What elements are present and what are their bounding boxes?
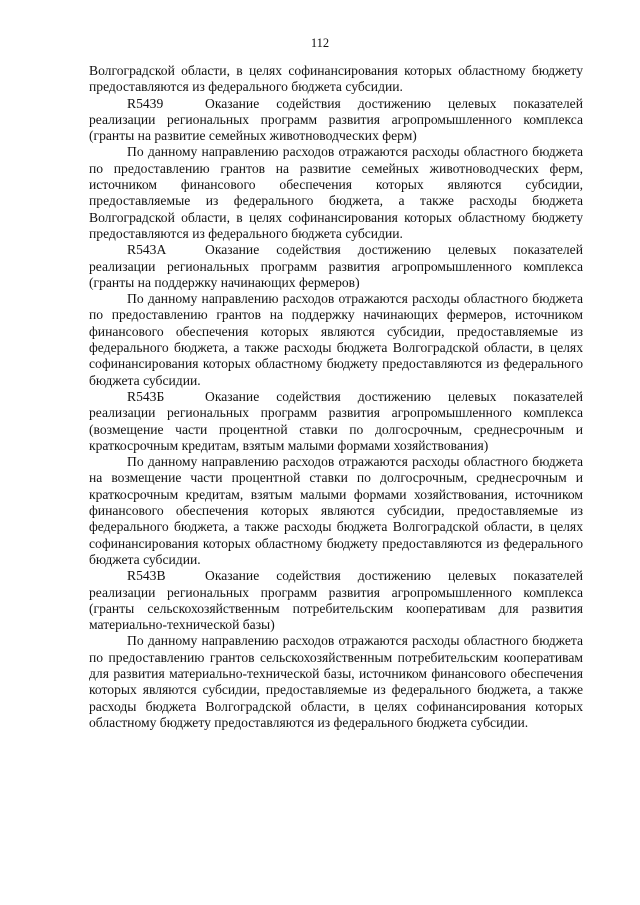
expense-code: R5439: [127, 95, 164, 111]
expense-code-title: Оказание содействия достижению целевых показателей реализации региональных программ развития агропромышленного комплекса (гранты на развитие семейных животноводческих ферм): [89, 95, 583, 144]
expense-code-entry-r543v: [89, 568, 583, 633]
expense-code-title: Оказание содействия достижению целевых показателей реализации региональных программ развития агропромышленного комплекса (гранты сельскохозяйственным потребительским кооперативам для развития материально-технической базы): [89, 568, 583, 633]
page-number: 112: [310, 36, 330, 50]
paragraph-continuation: Волгоградской области, в целях софинансирования которых областному бюджету предоставляются из федерального бюджета субсидии.: [89, 63, 583, 95]
paragraph-description: По данному направлению расходов отражаются расходы областного бюджета по предоставлению грантов на развитие семейных животноводческих ферм, источником финансового обеспечения которых являются субсидии, предоставляемые из федерального бюджета, а также расходы бюджета Волгоградской области, в целях софинансирования которых областному бюджету предоставляются из федерального бюджета субсидии.: [89, 144, 583, 241]
expense-code-entry-r543a: [89, 242, 583, 291]
expense-code: R543А: [127, 242, 167, 258]
document-body: [89, 63, 583, 731]
expense-code: R543Б: [127, 388, 165, 404]
expense-code: R543В: [127, 568, 166, 584]
paragraph-description: По данному направлению расходов отражаются расходы областного бюджета по предоставлению грантов сельскохозяйственным потребительским кооперативам для развития материально-технической базы, источником финансового обеспечения которых являются субсидии, предоставляемые из федерального бюджета, а также расходы бюджета Волгоградской области, в целях софинансирования которых областному бюджету предоставляются из федерального бюджета субсидии.: [89, 633, 583, 730]
expense-code-entry-r5439: [89, 96, 583, 145]
expense-code-title: Оказание содействия достижению целевых показателей реализации региональных программ развития агропромышленного комплекса (гранты на поддержку начинающих фермеров): [89, 242, 583, 290]
expense-code-title: Оказание содействия достижению целевых показателей реализации региональных программ развития агропромышленного комплекса (возмещение части процентной ставки по долгосрочным, среднесрочным и краткосрочным кредитам, взятым малыми формами хозяйствования): [89, 388, 583, 453]
paragraph-description: По данному направлению расходов отражаются расходы областного бюджета по предоставлению грантов на поддержку начинающих фермеров, источником финансового обеспечения которых являются субсидии, предоставляемые из федерального бюджета, а также расходы бюджета Волгоградской области, в целях софинансирования которых областному бюджету предоставляются из федерального бюджета субсидии.: [89, 291, 583, 388]
expense-code-entry-r543b: [89, 389, 583, 454]
paragraph-description: По данному направлению расходов отражаются расходы областного бюджета на возмещение части процентной ставки по долгосрочным, среднесрочным и краткосрочным кредитам, взятым малыми формами хозяйствования, источником финансового обеспечения которых являются субсидии, предоставляемые из федерального бюджета, а также расходы бюджета Волгоградской области, в целях софинансирования которых областному бюджету предоставляются из федерального бюджета субсидии.: [89, 454, 583, 567]
